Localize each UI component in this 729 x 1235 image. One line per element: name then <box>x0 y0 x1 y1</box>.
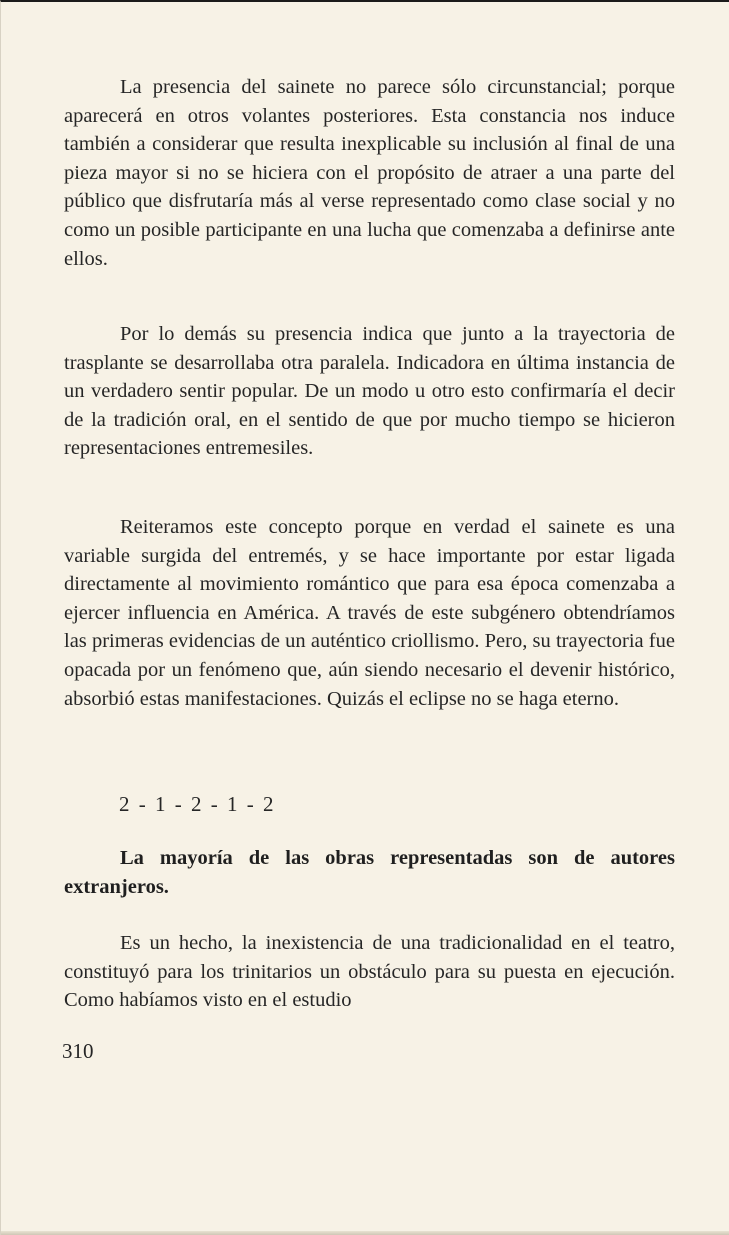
paragraph-1 <box>64 73 675 273</box>
section-title: La mayoría de las obras representadas son de autores extranjeros. <box>64 847 675 898</box>
page-bottom-edge <box>1 1231 729 1235</box>
paragraph-1-text: La presencia del sainete no parece sólo circunstancial; porque aparecerá en otros volantes posteriores. Esta constancia nos induce también a considerar que resulta inexplicable su inclusión al final de una pieza mayor si no se hiciera con el propósito de atraer a una parte del público que disfrutaría más al verse representado como clase social y no como un posible participante en una lucha que comenzaba a definirse ante ellos. <box>64 76 675 270</box>
paragraph-3 <box>64 513 675 713</box>
paragraph-2 <box>64 320 675 463</box>
paragraph-4 <box>64 929 675 1015</box>
section-number: 2 - 1 - 2 - 1 - 2 <box>119 792 276 816</box>
paragraph-4-text: Es un hecho, la inexistencia de una tradicionalidad en el teatro, constituyó para los trinitarios un obstáculo para su puesta en ejecución. Como habíamos visto en el estudio <box>64 932 675 1012</box>
paragraph-2-text: Por lo demás su presencia indica que junto a la trayectoria de trasplante se desarrollaba otra paralela. Indicadora en última instancia de un verdadero sentir popular. De un modo u otro esto confirmaría el decir de la tradición oral, en el sentido de que por mucho tiempo se hicieron representaciones entremesiles. <box>64 323 675 460</box>
paragraph-3-text: Reiteramos este concepto porque en verdad el sainete es una variable surgida del entremés, y se hace importante por estar ligada directamente al movimiento romántico que para esa época comenzaba a ejercer influencia en América. A través de este subgénero obtendríamos las primeras evidencias de un auténtico criollismo. Pero, su trayectoria fue opacada por un fenómeno que, aún siendo necesario el devenir histórico, absorbió estas manifestaciones. Quizás el eclipse no se haga eterno. <box>64 516 675 710</box>
page-number: 310 <box>62 1039 94 1063</box>
